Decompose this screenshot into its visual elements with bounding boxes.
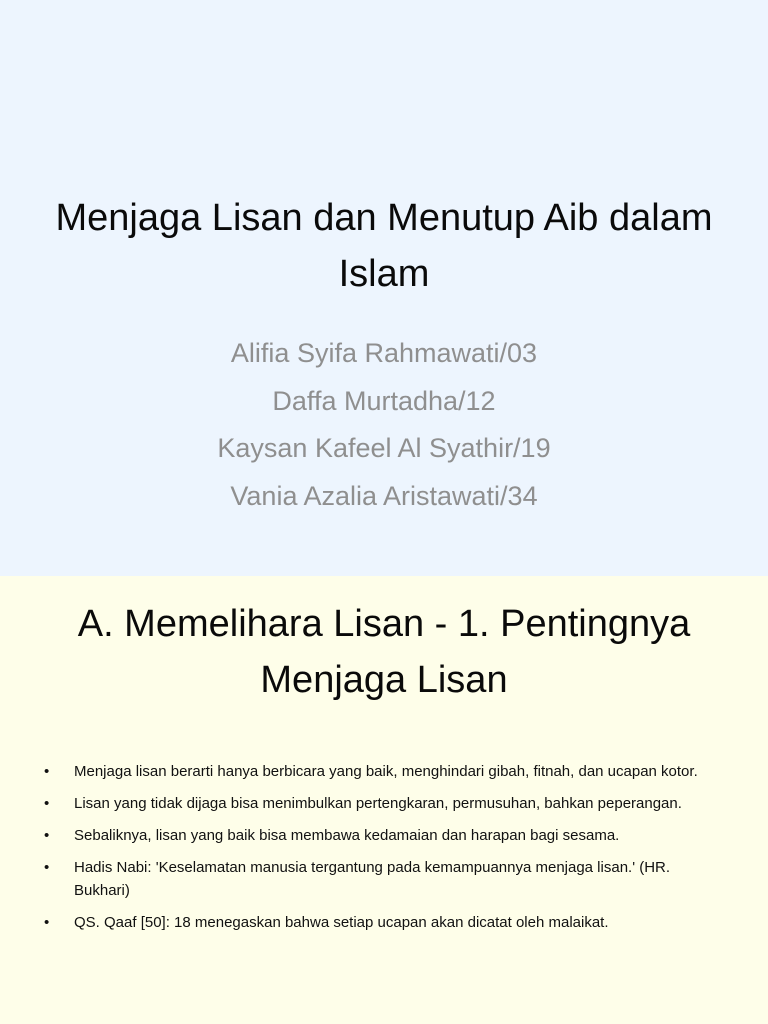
- bullet-item: [42, 792, 712, 815]
- bullet-item: [42, 824, 712, 847]
- bullet-icon: •: [44, 827, 50, 844]
- author-name: Alifia Syifa Rahmawati/03: [230, 338, 538, 368]
- bullet-icon: •: [44, 763, 50, 780]
- bullet-icon: •: [44, 795, 50, 812]
- author-name: Kaysan Kafeel Al Syathir/19: [217, 433, 551, 463]
- bullet-text: Lisan yang tidak dijaga bisa menimbulkan pertengkaran, permusuhan, bahkan peperangan.: [74, 795, 682, 812]
- bullet-item: [42, 856, 712, 902]
- slide-title: A. Memelihara Lisan - 1. Pentingnya Menjaga Lisan: [77, 603, 691, 701]
- bullet-text: Menjaga lisan berarti hanya berbicara yang baik, menghindari gibah, fitnah, dan ucapan kotor.: [74, 763, 698, 780]
- author-list: [40, 330, 728, 520]
- bullet-text: Hadis Nabi: 'Keselamatan manusia tergantung pada kemampuannya menjaga lisan.' (HR. Bukhari): [74, 859, 671, 899]
- content-slide: [0, 576, 768, 1024]
- bullet-text: Sebaliknya, lisan yang baik bisa membawa kedamaian dan harapan bagi sesama.: [74, 827, 620, 844]
- bullet-icon: •: [44, 859, 50, 876]
- bullet-list: [42, 760, 712, 943]
- bullet-item: [42, 911, 712, 934]
- bullet-icon: •: [44, 914, 50, 931]
- bullet-text: QS. Qaaf [50]: 18 menegaskan bahwa setiap ucapan akan dicatat oleh malaikat.: [74, 914, 609, 931]
- author-name: Vania Azalia Aristawati/34: [230, 480, 538, 511]
- author-name: Daffa Murtadha/12: [272, 385, 496, 416]
- bullet-item: [42, 760, 712, 783]
- slide-title: Menjaga Lisan dan Menutup Aib dalam Islam: [55, 197, 713, 295]
